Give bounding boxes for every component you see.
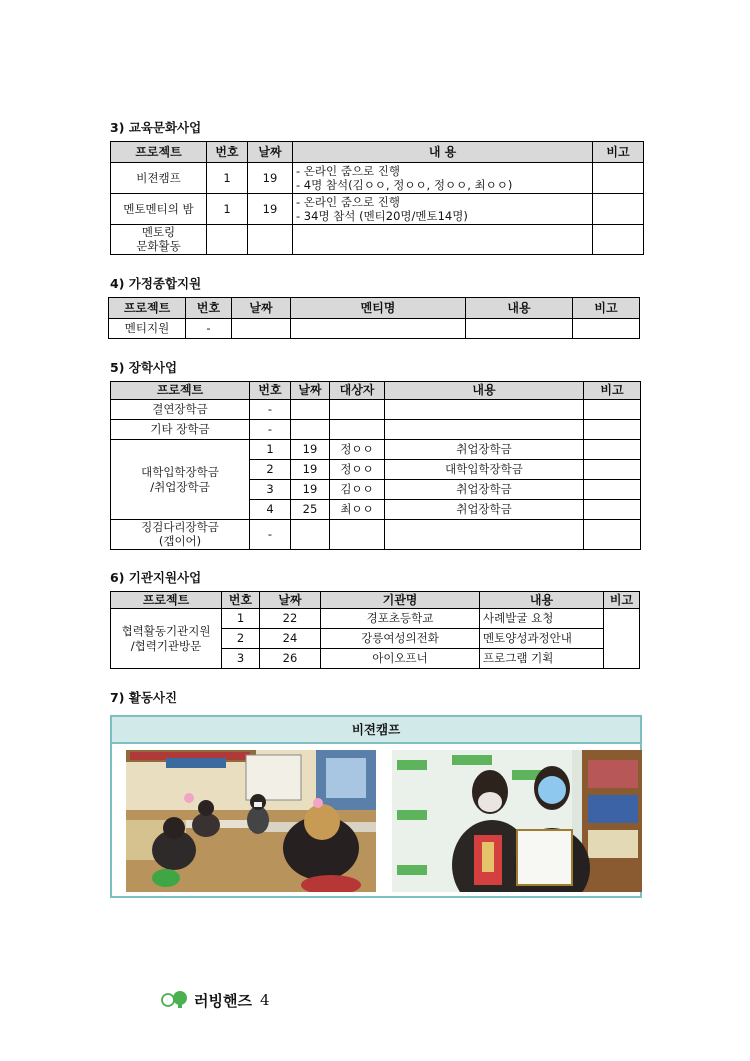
table-row: 기타 장학금 -	[111, 420, 641, 440]
brand-logo-icon	[160, 988, 190, 1012]
col-org: 기관명	[321, 592, 480, 609]
section-title-family: 4) 가정종합지원	[110, 276, 202, 291]
brand-name: 러빙핸즈	[194, 991, 252, 1010]
cell-date: 19	[248, 163, 293, 194]
col-note: 비고	[584, 382, 641, 400]
cell-project: 멘토링 문화활동	[111, 225, 207, 255]
page-number: 4	[259, 991, 270, 1009]
col-content: 내용	[466, 298, 573, 319]
table-row: 4 25 최ㅇㅇ 취업장학금	[111, 500, 641, 520]
footer	[160, 988, 270, 1012]
col-no: 번호	[186, 298, 232, 319]
col-date: 날짜	[260, 592, 321, 609]
table-row	[111, 194, 644, 225]
col-no: 번호	[207, 142, 248, 163]
family-table	[108, 297, 640, 339]
cell-note	[593, 194, 644, 225]
col-note: 비고	[573, 298, 640, 319]
cell-no: 1	[207, 194, 248, 225]
cell-project-group: 협력활동기관지원 /협력기관방문	[111, 609, 222, 669]
col-target: 대상자	[330, 382, 385, 400]
col-project: 프로젝트	[111, 382, 250, 400]
section-title-scholarship: 5) 장학사업	[110, 360, 178, 375]
col-note: 비고	[604, 592, 640, 609]
table-row	[109, 319, 640, 339]
table-row: 대학입학장학금 /취업장학금 1 19 정ㅇㅇ 취업장학금	[111, 440, 641, 460]
col-no: 번호	[222, 592, 260, 609]
institution-table	[110, 591, 640, 669]
cell-no: 1	[207, 163, 248, 194]
table-row: 결연장학금 -	[111, 400, 641, 420]
col-date: 날짜	[248, 142, 293, 163]
table-row: 협력활동기관지원 /협력기관방문 1 22 경포초등학교 사례발굴 요청	[111, 609, 640, 629]
photo-classroom	[126, 750, 376, 892]
table-row	[111, 225, 644, 255]
cell-project: 멘토멘티의 밤	[111, 194, 207, 225]
table-row: 2 24 강릉여성의전화 멘토양성과정안내	[111, 629, 640, 649]
col-content: 내용	[385, 382, 584, 400]
col-project: 프로젝트	[111, 142, 207, 163]
cell-content: - 온라인 줌으로 진행 - 34명 참석 (멘티20명/멘토14명)	[293, 194, 593, 225]
cell-project-group: 대학입학장학금 /취업장학금	[111, 440, 250, 520]
section-title-photos: 7) 활동사진	[110, 690, 178, 705]
cell-no: -	[186, 319, 232, 339]
photo-award	[392, 750, 642, 892]
cell-date: 19	[248, 194, 293, 225]
section-title-education: 3) 교육문화사업	[110, 120, 202, 135]
cell-content: - 온라인 줌으로 진행 - 4명 참석(김ㅇㅇ, 정ㅇㅇ, 정ㅇㅇ, 최ㅇㅇ)	[293, 163, 593, 194]
col-no: 번호	[250, 382, 291, 400]
table-row	[111, 163, 644, 194]
table-row: 2 19 정ㅇㅇ 대학입학장학금	[111, 460, 641, 480]
col-content: 내용	[480, 592, 604, 609]
scholarship-table	[110, 381, 641, 550]
col-project: 프로젝트	[109, 298, 186, 319]
cell-note	[593, 163, 644, 194]
photo-panel-title: 비젼캠프	[112, 717, 640, 744]
table-row: 3 26 아이오프너 프로그램 기획	[111, 649, 640, 669]
col-project: 프로젝트	[111, 592, 222, 609]
table-row: 징검다리장학금 (갭이어) -	[111, 520, 641, 550]
col-note: 비고	[593, 142, 644, 163]
cell-project: 비젼캠프	[111, 163, 207, 194]
cell-project: 멘티지원	[109, 319, 186, 339]
col-mentee: 멘티명	[291, 298, 466, 319]
col-date: 날짜	[291, 382, 330, 400]
photo-panel	[110, 715, 642, 898]
table-row: 3 19 김ㅇㅇ 취업장학금	[111, 480, 641, 500]
col-date: 날짜	[232, 298, 291, 319]
col-content: 내 용	[293, 142, 593, 163]
education-table	[110, 141, 644, 255]
section-title-institution: 6) 기관지원사업	[110, 570, 202, 585]
